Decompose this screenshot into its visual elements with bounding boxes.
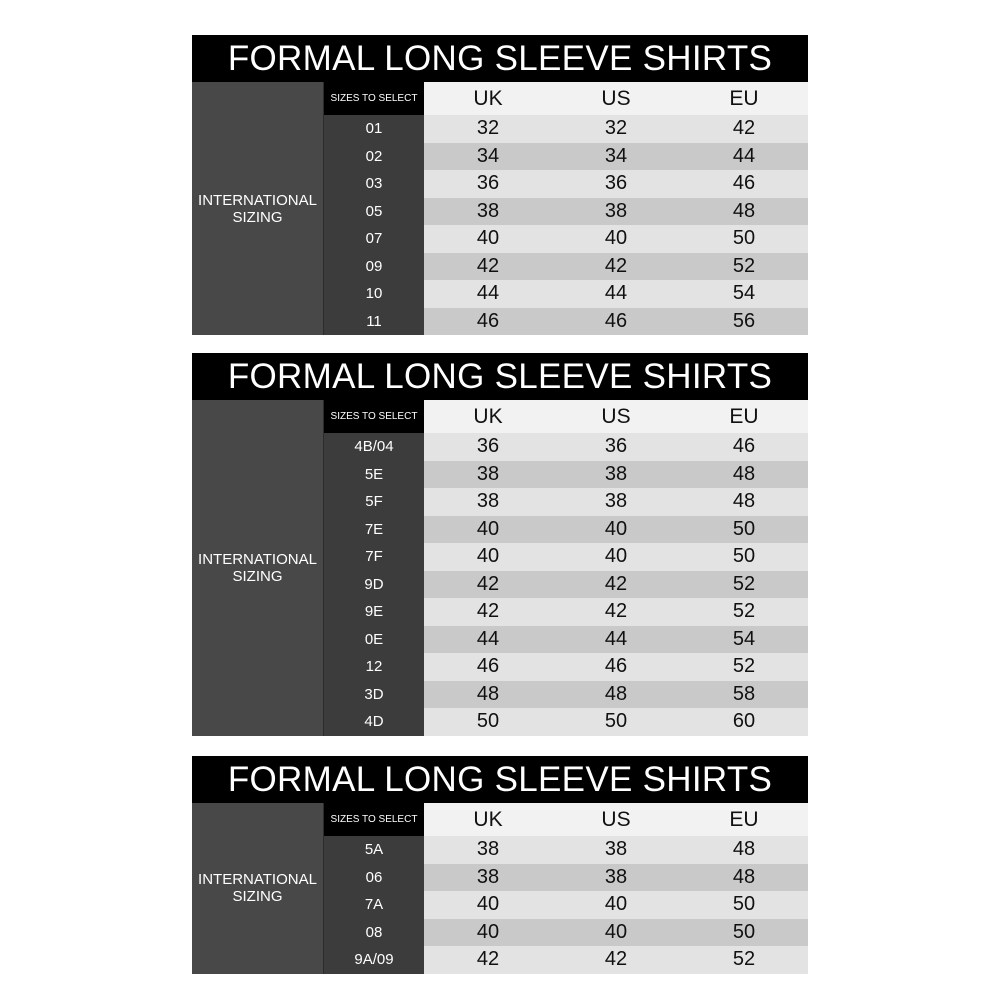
- header-row: [324, 82, 808, 115]
- size-code: 5F: [324, 488, 424, 516]
- table-row: [324, 626, 808, 654]
- eu-size: 50: [680, 516, 808, 544]
- side-label-line: INTERNATIONAL: [198, 191, 317, 209]
- table-row: [324, 143, 808, 171]
- eu-size: 54: [680, 280, 808, 308]
- size-code: 06: [324, 864, 424, 892]
- size-code: 07: [324, 225, 424, 253]
- us-size: 36: [552, 433, 680, 461]
- size-chart-2: [192, 353, 808, 736]
- size-grid: [324, 803, 808, 974]
- chart-body: [192, 82, 808, 335]
- uk-size: 40: [424, 543, 552, 571]
- us-size: 40: [552, 919, 680, 947]
- size-chart-3: [192, 756, 808, 974]
- table-row: [324, 653, 808, 681]
- size-code: 01: [324, 115, 424, 143]
- table-row: [324, 253, 808, 281]
- eu-size: 42: [680, 115, 808, 143]
- eu-size: 44: [680, 143, 808, 171]
- chart-body: [192, 803, 808, 974]
- uk-size: 38: [424, 461, 552, 489]
- international-sizing-label: [192, 82, 324, 335]
- chart-title: FORMAL LONG SLEEVE SHIRTS: [192, 353, 808, 400]
- uk-size: 42: [424, 598, 552, 626]
- us-size: 38: [552, 198, 680, 226]
- uk-size: 44: [424, 280, 552, 308]
- table-row: [324, 433, 808, 461]
- table-row: [324, 198, 808, 226]
- column-header-uk: UK: [424, 82, 552, 115]
- uk-size: 42: [424, 946, 552, 974]
- eu-size: 48: [680, 461, 808, 489]
- us-size: 46: [552, 308, 680, 336]
- column-header-us: US: [552, 400, 680, 433]
- us-size: 38: [552, 836, 680, 864]
- international-sizing-label: [192, 803, 324, 974]
- side-label-line: INTERNATIONAL: [198, 871, 317, 889]
- uk-size: 42: [424, 253, 552, 281]
- eu-size: 48: [680, 198, 808, 226]
- sizes-to-select-header: SIZES TO SELECT: [324, 803, 424, 836]
- size-code: 7F: [324, 543, 424, 571]
- eu-size: 48: [680, 864, 808, 892]
- size-code: 5E: [324, 461, 424, 489]
- table-row: [324, 571, 808, 599]
- size-code: 03: [324, 170, 424, 198]
- header-row: [324, 400, 808, 433]
- chart-title: FORMAL LONG SLEEVE SHIRTS: [192, 756, 808, 803]
- size-code: 0E: [324, 626, 424, 654]
- column-header-uk: UK: [424, 803, 552, 836]
- table-row: [324, 681, 808, 709]
- table-row: [324, 919, 808, 947]
- eu-size: 60: [680, 708, 808, 736]
- eu-size: 52: [680, 253, 808, 281]
- uk-size: 36: [424, 433, 552, 461]
- us-size: 42: [552, 946, 680, 974]
- uk-size: 42: [424, 571, 552, 599]
- chart-body: [192, 400, 808, 736]
- uk-size: 46: [424, 308, 552, 336]
- size-code: 10: [324, 280, 424, 308]
- column-header-uk: UK: [424, 400, 552, 433]
- size-code: 3D: [324, 681, 424, 709]
- us-size: 36: [552, 170, 680, 198]
- size-chart-1: [192, 35, 808, 335]
- header-row: [324, 803, 808, 836]
- us-size: 40: [552, 516, 680, 544]
- us-size: 32: [552, 115, 680, 143]
- table-row: [324, 891, 808, 919]
- us-size: 48: [552, 681, 680, 709]
- uk-size: 40: [424, 225, 552, 253]
- size-code: 08: [324, 919, 424, 947]
- side-label-line: SIZING: [232, 567, 283, 585]
- us-size: 40: [552, 543, 680, 571]
- eu-size: 56: [680, 308, 808, 336]
- eu-size: 48: [680, 488, 808, 516]
- us-size: 40: [552, 225, 680, 253]
- eu-size: 46: [680, 170, 808, 198]
- uk-size: 36: [424, 170, 552, 198]
- size-code: 02: [324, 143, 424, 171]
- eu-size: 58: [680, 681, 808, 709]
- uk-size: 38: [424, 864, 552, 892]
- size-grid: [324, 400, 808, 736]
- uk-size: 38: [424, 488, 552, 516]
- table-row: [324, 461, 808, 489]
- table-row: [324, 598, 808, 626]
- uk-size: 50: [424, 708, 552, 736]
- table-row: [324, 516, 808, 544]
- size-code: 7A: [324, 891, 424, 919]
- eu-size: 52: [680, 598, 808, 626]
- uk-size: 38: [424, 198, 552, 226]
- table-row: [324, 836, 808, 864]
- uk-size: 40: [424, 919, 552, 947]
- eu-size: 52: [680, 653, 808, 681]
- eu-size: 50: [680, 919, 808, 947]
- us-size: 42: [552, 253, 680, 281]
- table-row: [324, 543, 808, 571]
- column-header-eu: EU: [680, 400, 808, 433]
- eu-size: 50: [680, 225, 808, 253]
- uk-size: 44: [424, 626, 552, 654]
- international-sizing-label: [192, 400, 324, 736]
- uk-size: 32: [424, 115, 552, 143]
- uk-size: 46: [424, 653, 552, 681]
- size-code: 9D: [324, 571, 424, 599]
- side-label-line: INTERNATIONAL: [198, 550, 317, 568]
- size-code: 9E: [324, 598, 424, 626]
- us-size: 50: [552, 708, 680, 736]
- uk-size: 40: [424, 891, 552, 919]
- size-code: 09: [324, 253, 424, 281]
- us-size: 34: [552, 143, 680, 171]
- uk-size: 40: [424, 516, 552, 544]
- size-code: 5A: [324, 836, 424, 864]
- table-row: [324, 308, 808, 336]
- us-size: 42: [552, 598, 680, 626]
- eu-size: 52: [680, 946, 808, 974]
- size-code: 4B/04: [324, 433, 424, 461]
- column-header-eu: EU: [680, 803, 808, 836]
- table-row: [324, 225, 808, 253]
- eu-size: 54: [680, 626, 808, 654]
- size-code: 9A/09: [324, 946, 424, 974]
- table-row: [324, 170, 808, 198]
- eu-size: 50: [680, 891, 808, 919]
- table-row: [324, 946, 808, 974]
- column-header-us: US: [552, 82, 680, 115]
- uk-size: 38: [424, 836, 552, 864]
- eu-size: 52: [680, 571, 808, 599]
- eu-size: 46: [680, 433, 808, 461]
- column-header-eu: EU: [680, 82, 808, 115]
- us-size: 46: [552, 653, 680, 681]
- table-row: [324, 280, 808, 308]
- side-label-line: SIZING: [232, 208, 283, 226]
- us-size: 38: [552, 864, 680, 892]
- eu-size: 50: [680, 543, 808, 571]
- table-row: [324, 115, 808, 143]
- us-size: 40: [552, 891, 680, 919]
- size-grid: [324, 82, 808, 335]
- size-code: 4D: [324, 708, 424, 736]
- sizes-to-select-header: SIZES TO SELECT: [324, 82, 424, 115]
- us-size: 44: [552, 280, 680, 308]
- table-row: [324, 708, 808, 736]
- side-label-line: SIZING: [232, 888, 283, 906]
- size-code: 05: [324, 198, 424, 226]
- chart-title: FORMAL LONG SLEEVE SHIRTS: [192, 35, 808, 82]
- us-size: 42: [552, 571, 680, 599]
- table-row: [324, 488, 808, 516]
- sizes-to-select-header: SIZES TO SELECT: [324, 400, 424, 433]
- eu-size: 48: [680, 836, 808, 864]
- size-code: 11: [324, 308, 424, 336]
- us-size: 38: [552, 461, 680, 489]
- table-row: [324, 864, 808, 892]
- size-code: 7E: [324, 516, 424, 544]
- column-header-us: US: [552, 803, 680, 836]
- uk-size: 34: [424, 143, 552, 171]
- us-size: 38: [552, 488, 680, 516]
- size-code: 12: [324, 653, 424, 681]
- uk-size: 48: [424, 681, 552, 709]
- us-size: 44: [552, 626, 680, 654]
